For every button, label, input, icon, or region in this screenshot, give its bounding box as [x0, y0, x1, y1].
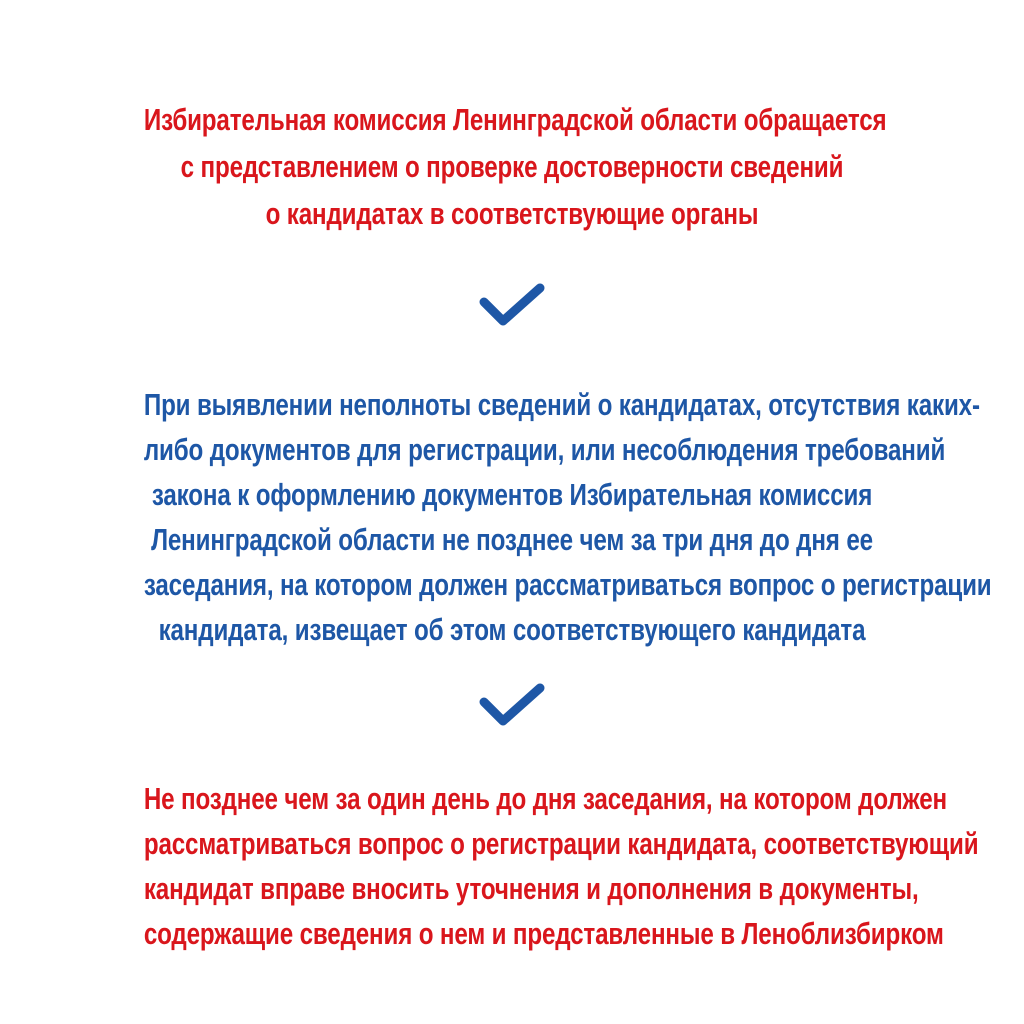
step-2-line: кандидата, извещает об этом соответствующего кандидата: [158, 612, 866, 647]
step-2-line: При выявлении неполноты сведений о кандидатах, отсутствия каких-: [143, 387, 980, 422]
step-2-line: Ленинградской области не позднее чем за три дня до дня ее: [151, 522, 873, 557]
step-1-line: о кандидатах в соответствующие органы: [265, 196, 759, 231]
checkmark-icon: [478, 280, 546, 332]
step-2-text: [40, 382, 992, 652]
step-2-line: закона к оформлению документов Избирательная комиссия: [151, 477, 873, 512]
checkmark-icon: [478, 680, 546, 732]
step-3-line: Не позднее чем за один день до дня заседания, на котором должен: [143, 781, 947, 816]
step-1-line: Избирательная комиссия Ленинградской области обращается: [143, 102, 887, 137]
step-2-line: либо документов для регистрации, или несоблюдения требований: [143, 432, 946, 467]
step-3-line: содержащие сведения о нем и представленные в Леноблизбирком: [143, 916, 944, 951]
step-3-line: кандидат вправе вносить уточнения и дополнения в документы,: [143, 871, 919, 906]
step-3-text: [40, 776, 984, 956]
step-2-line: заседания, на котором должен рассматриваться вопрос о регистрации: [143, 567, 992, 602]
step-1-line: с представлением о проверке достоверности сведений: [180, 149, 844, 184]
step-3-line: рассматриваться вопрос о регистрации кандидата, соответствующий: [143, 826, 979, 861]
step-1-text: [40, 96, 984, 237]
